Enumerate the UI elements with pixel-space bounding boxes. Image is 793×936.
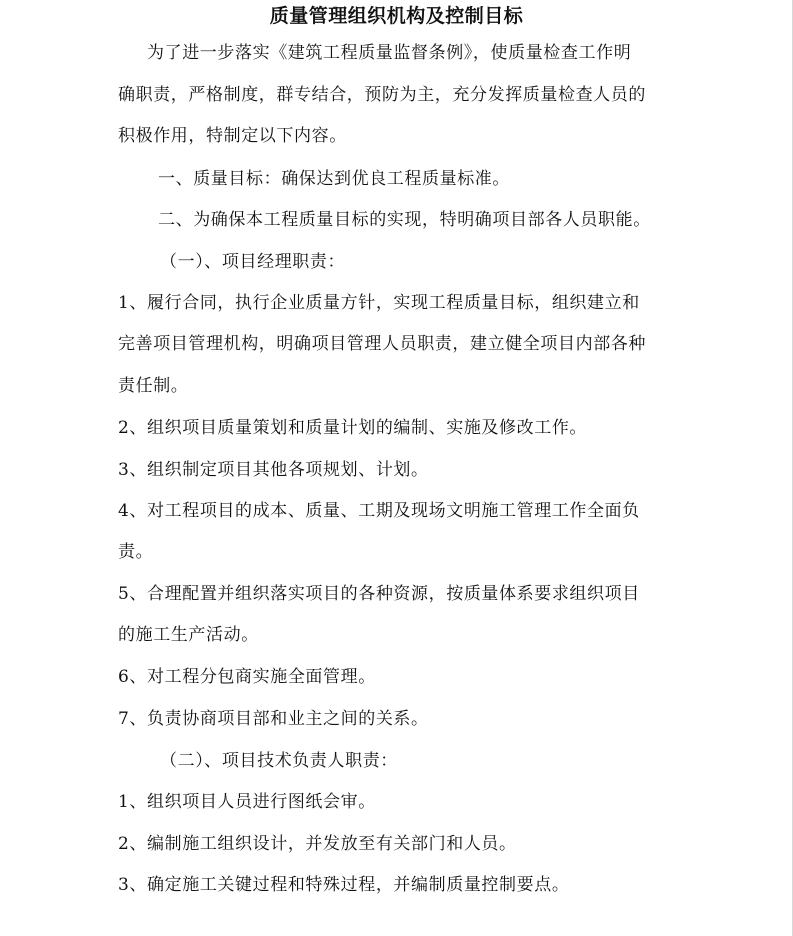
pm-duty-4-line-1: 4、对工程项目的成本、质量、工期及现场文明施工管理工作全面负: [118, 501, 640, 521]
tech-duty-3: 3、确定施工关键过程和特殊过程，并编制质量控制要点。: [118, 875, 570, 895]
document-title: 质量管理组织机构及控制目标: [269, 5, 524, 27]
paragraph-intro-line-3: 积极作用，特制定以下内容。: [118, 126, 347, 146]
paragraph-intro-line-1: 为了进一步落实《建筑工程质量监督条例》，使质量检查工作明: [147, 43, 632, 63]
pm-duty-4-line-2: 责。: [118, 542, 154, 562]
subsection-technical-lead-heading: （二）、项目技术负责人职责：: [160, 751, 398, 771]
pm-duty-3: 3、组织制定项目其他各项规划、计划。: [118, 460, 429, 480]
pm-duty-6: 6、对工程分包商实施全面管理。: [118, 667, 376, 687]
tech-duty-1: 1、组织项目人员进行图纸会审。: [118, 792, 376, 812]
subsection-project-manager-heading: （一）、项目经理职责：: [160, 252, 346, 272]
tech-duty-2: 2、编制施工组织设计，并发放至有关部门和人员。: [118, 834, 517, 854]
pm-duty-1-line-2: 完善项目管理机构，明确项目管理人员职责，建立健全项目内部各种: [118, 334, 646, 354]
pm-duty-7: 7、负责协商项目部和业主之间的关系。: [118, 709, 429, 729]
section-personnel-duties: 二、为确保本工程质量目标的实现，特明确项目部各人员职能。: [158, 210, 651, 230]
paragraph-intro-line-2: 确职责，严格制度，群专结合，预防为主，充分发挥质量检查人员的: [118, 85, 646, 105]
pm-duty-1-line-3: 责任制。: [118, 376, 189, 396]
pm-duty-5-line-2: 的施工生产活动。: [118, 625, 259, 645]
pm-duty-2: 2、组织项目质量策划和质量计划的编制、实施及修改工作。: [118, 418, 588, 438]
section-quality-goal: 一、质量目标：确保达到优良工程质量标准。: [158, 169, 510, 189]
pm-duty-5-line-1: 5、合理配置并组织落实项目的各种资源，按质量体系要求组织项目: [118, 584, 640, 604]
pm-duty-1-line-1: 1、履行合同，执行企业质量方针，实现工程质量目标，组织建立和: [118, 293, 640, 313]
